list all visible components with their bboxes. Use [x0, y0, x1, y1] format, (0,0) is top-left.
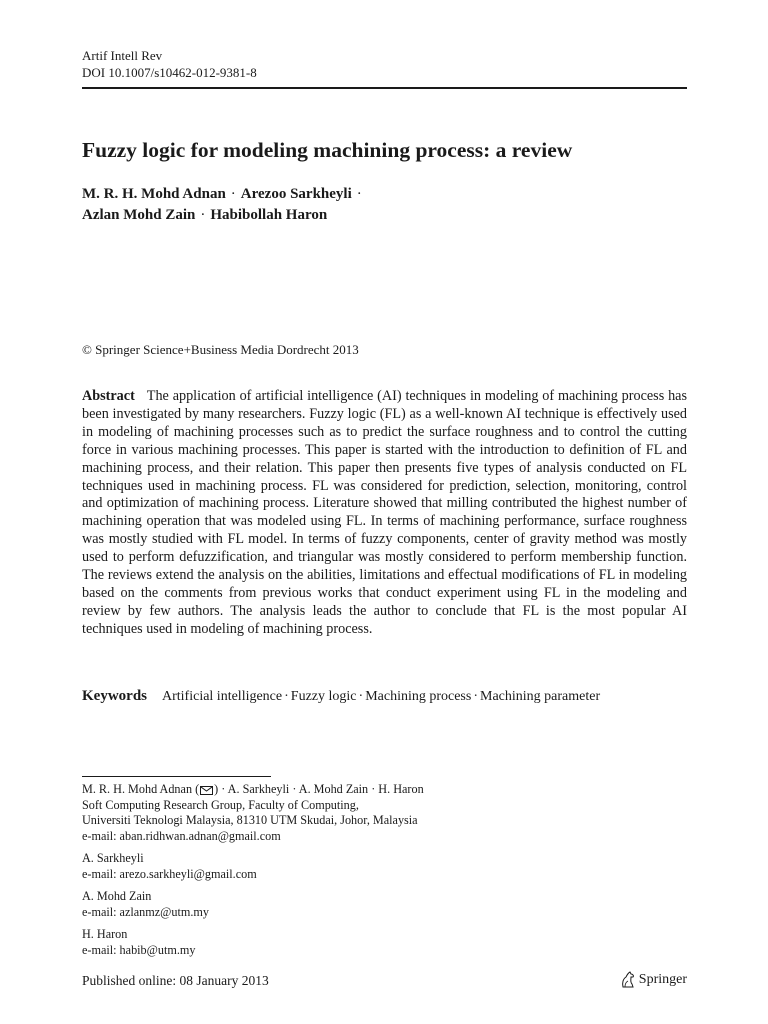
publisher-mark — [620, 971, 687, 989]
abstract-text: The application of artificial intelligence (AI) techniques in modeling of machining process has been investigated by many researchers. Fuzzy logic (FL) as a well-known AI technique is effectively used in modeling of machining processes such as to predict the surface roughness and to control the cutting force in various machining processes. This paper is started with the introduction to definition of FL and machining process, and their relation. This paper then presents five types of analysis conducted on FL techniques used in machining process. FL was considered for prediction, selection, monitoring, control and optimization of machining process. Literature showed that milling contributed the highest number of machining operation that was modeled using FL. In terms of machining performance, surface roughness was mostly studied with FL model. In terms of fuzzy components, center of gravity method was mostly used to perform defuzzification, and triangular was mostly considered to perform membership function. The reviews extend the analysis on the abilities, limitations and effectual modifications of FL in modeling based on the comments from previous works that conduct experiment using FL in the modeling and review by few authors. The analysis leads the author to conclude that FL is the most popular AI techniques used in modeling of machining process. — [82, 388, 687, 637]
footnote-authors-line — [82, 782, 424, 798]
envelope-icon — [200, 786, 213, 795]
footnote-affiliation-university: Universiti Teknologi Malaysia, 81310 UTM Skudai, Johor, Malaysia — [82, 813, 418, 827]
footnote-coauthors: ) · A. Sarkheyli · A. Mohd Zain · H. Haron — [214, 782, 424, 796]
author-name: Azlan Mohd Zain — [82, 207, 196, 223]
keyword: Machining process — [365, 689, 472, 704]
keyword: Artificial intelligence — [162, 689, 283, 704]
paper-title: Fuzzy logic for modeling machining process: a review — [82, 138, 573, 162]
keyword-separator: · — [473, 689, 479, 704]
abstract-label: Abstract — [82, 388, 135, 404]
author-line-2 — [82, 205, 367, 226]
keyword-separator: · — [358, 689, 364, 704]
author-name: Habibollah Haron — [210, 207, 328, 223]
footnote-rule — [82, 776, 271, 777]
author-name: M. R. H. Mohd Adnan — [82, 186, 226, 202]
footnote-email[interactable]: e-mail: aban.ridhwan.adnan@gmail.com — [82, 828, 281, 843]
footnote-corresponding-author: M. R. H. Mohd Adnan ( — [82, 782, 200, 796]
keyword-separator: · — [284, 689, 289, 704]
keyword: Fuzzy logic — [290, 689, 357, 704]
footnote-contact-name: H. Haron — [82, 927, 128, 941]
footnote-email[interactable]: e-mail: habib@utm.my — [82, 942, 196, 957]
author-list — [82, 184, 367, 226]
author-separator: · — [230, 186, 236, 202]
footnote-email[interactable]: e-mail: azlanmz@utm.my — [82, 904, 209, 919]
author-separator: · — [356, 186, 362, 202]
footnote-affiliation-group: Soft Computing Research Group, Faculty of Computing, — [82, 797, 359, 812]
footnote-contact-name: A. Sarkheyli — [82, 851, 144, 865]
copyright-notice: © Springer Science+Business Media Dordrecht 2013 — [82, 342, 359, 357]
paper-page — [82, 0, 687, 1024]
footnote-email[interactable]: e-mail: arezo.sarkheyli@gmail.com — [82, 866, 257, 881]
journal-header — [82, 47, 257, 81]
author-name: Arezoo Sarkheyli — [240, 186, 352, 202]
publisher-name: Springer — [638, 972, 687, 987]
keywords-section — [82, 687, 687, 706]
journal-doi: DOI 10.1007/s10462-012-9381-8 — [82, 65, 257, 80]
author-separator: · — [200, 207, 206, 223]
springer-horse-icon — [620, 971, 636, 989]
footnote-contact — [82, 851, 424, 882]
header-rule — [82, 87, 687, 89]
footnote-contact — [82, 927, 424, 958]
footnote-primary — [82, 782, 424, 844]
published-date: Published online: 08 January 2013 — [82, 973, 269, 988]
keywords-label: Keywords — [82, 688, 147, 704]
abstract-section — [82, 388, 687, 639]
author-footnotes — [82, 782, 424, 965]
journal-name: Artif Intell Rev — [82, 48, 163, 63]
footnote-contact-name: A. Mohd Zain — [82, 889, 152, 903]
author-line-1 — [82, 184, 367, 205]
keyword: Machining parameter — [480, 689, 601, 704]
footnote-contact — [82, 889, 424, 920]
